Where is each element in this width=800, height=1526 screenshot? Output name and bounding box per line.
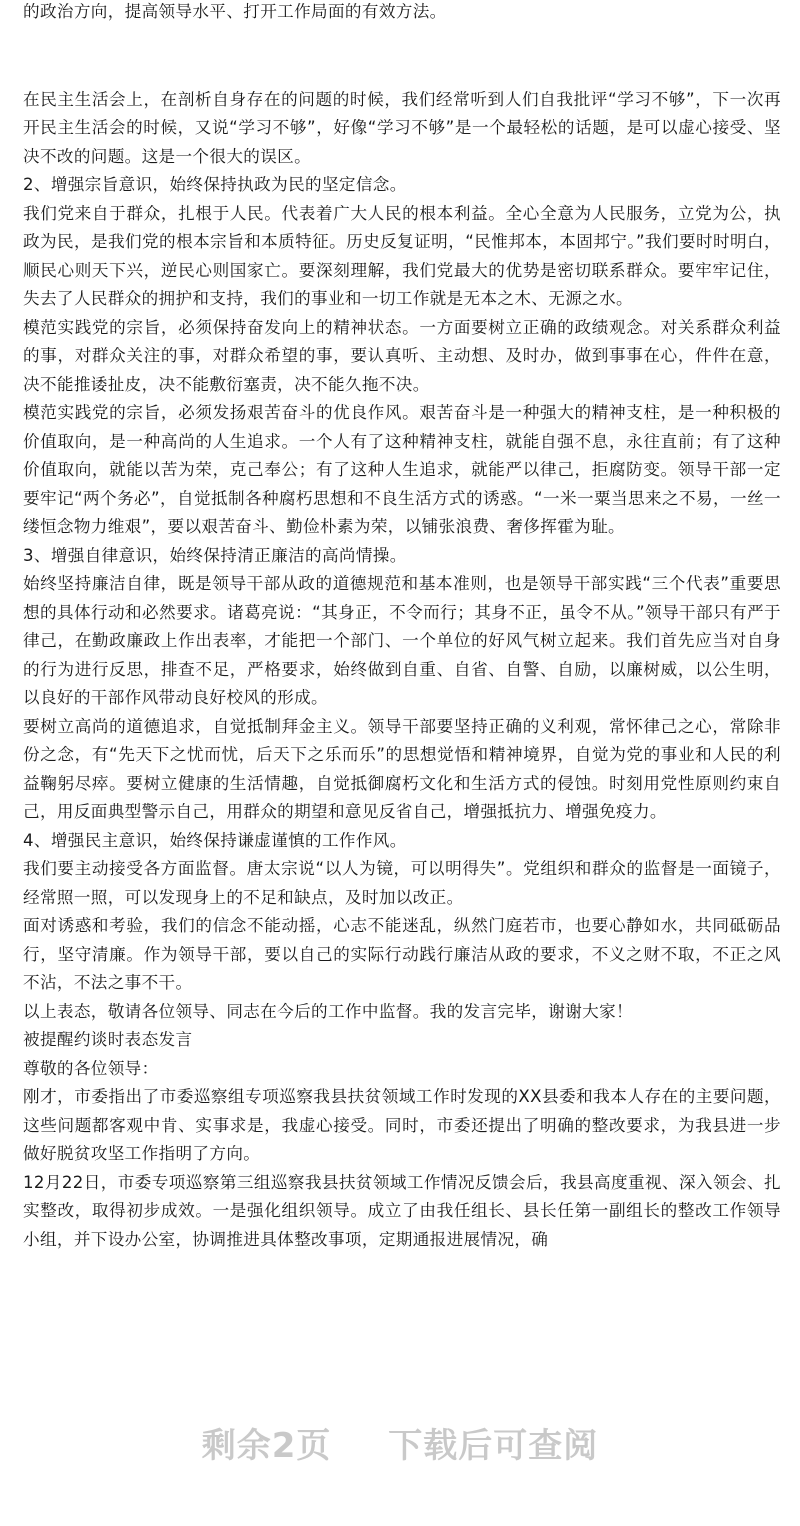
download-to-view-label[interactable]: 下载后可查阅 [388, 1426, 599, 1466]
section-heading-3: 3、增强自律意识，始终保持清正廉洁的高尚情操。 [23, 545, 407, 565]
paragraph-7: 我们要主动接受各方面监督。唐太宗说“以人为镜，可以明得失”。党组织和群众的监督是一面镜子，经常照一照，可以发现身上的不足和缺点，及时加以改正。 [23, 859, 781, 907]
document-subtitle: 被提醒约谈时表态发言 [23, 1030, 193, 1049]
paragraph-1: 在民主生活会上，在剖析自身存在的问题的时候，我们经常听到人们自我批评“学习不够”，下一次再开民主生活会的时候，又说“学习不够”，好像“学习不够”是一个最轻松的话题，是可以虚心接受、坚决不改的问题。这是一个很大的误区。 [23, 89, 781, 166]
paragraph-9: 以上表态，敬请各位领导、同志在今后的工作中监督。我的发言完毕，谢谢大家！ [23, 1001, 633, 1021]
download-prompt-banner[interactable] [0, 1418, 800, 1478]
paragraph-11: 12月22日，市委专项巡察第三组巡察我县扶贫领域工作情况反馈会后，我县高度重视、深入领会、扎实整改，取得初步成效。一是强化组织领导。成立了由我任组长、县长任第一副组长的整改工作领导小组，并下设办公室，协调推进具体整改事项，定期通报进展情况，确 [23, 1172, 781, 1249]
paragraph-10: 刚才，市委指出了市委巡察组专项巡察我县扶贫领域工作时发现的XX县委和我本人存在的主要问题，这些问题都客观中肯、实事求是，我虚心接受。同时，市委还提出了明确的整改要求，为我县进一步做好脱贫攻坚工作指明了方向。 [23, 1087, 781, 1163]
section-heading-4: 4、增强民主意识，始终保持谦虚谨慎的工作作风。 [23, 830, 407, 850]
paragraph-gap [23, 27, 781, 86]
paragraph-4: 模范实践党的宗旨，必须发扬艰苦奋斗的优良作风。艰苦奋斗是一种强大的精神支柱，是一种积极的价值取向，是一种高尚的人生追求。一个人有了这种精神支柱，就能自强不息，永往直前；有了这种价值取向，就能以苦为荣，克己奉公；有了这种人生追求，就能严以律己，拒腐防变。领导干部一定要牢记“两个务必”，自觉抵制各种腐朽思想和不良生活方式的诱惑。“一米一粟当思来之不易，一丝一缕恒念物力维艰”，要以艰苦奋斗、勤俭朴素为荣，以铺张浪费、奢侈挥霍为耻。 [23, 403, 781, 536]
paragraph-8: 面对诱惑和考验，我们的信念不能动摇，心志不能迷乱，纵然门庭若市，也要心静如水，共同砥砺品行，坚守清廉。作为领导干部，要以自己的实际行动践行廉洁从政的要求，不义之财不取，不正之风不沾，不法之事不干。 [23, 916, 781, 992]
paragraph-2: 我们党来自于群众，扎根于人民。代表着广大人民的根本利益。全心全意为人民服务，立党为公，执政为民，是我们党的根本宗旨和本质特征。历史反复证明，“民惟邦本，本固邦宁。”我们要时时明白，顺民心则天下兴，逆民心则国家亡。要深刻理解，我们党最大的优势是密切联系群众。要牢牢记住，失去了人民群众的拥护和支持，我们的事业和一切工作就是无本之木、无源之水。 [23, 203, 781, 308]
document-body [23, 0, 781, 1254]
paragraph-6: 要树立高尚的道德追求，自觉抵制拜金主义。领导干部要坚持正确的义利观，常怀律己之心，常除非份之念，有“先天下之忧而忧，后天下之乐而乐”的思想觉悟和精神境界，自觉为党的事业和人民的利益鞠躬尽瘁。要树立健康的生活情趣，自觉抵御腐朽文化和生活方式的侵蚀。时刻用党性原则约束自己，用反面典型警示自己，用群众的期望和意见反省自己，增强抵抗力、增强免疫力。 [23, 716, 781, 821]
salutation: 尊敬的各位领导： [23, 1058, 159, 1078]
paragraph-3: 模范实践党的宗旨，必须保持奋发向上的精神状态。一方面要树立正确的政绩观念。对关系群众利益的事，对群众关注的事，对群众希望的事，要认真听、主动想、及时办，做到事事在心，件件在意，决不能推诿扯皮，决不能敷衍塞责，决不能久拖不决。 [23, 317, 781, 394]
paragraph-0: 的政治方向，提高领导水平、打开工作局面的有效方法。 [23, 2, 447, 21]
section-heading-2: 2、增强宗旨意识，始终保持执政为民的坚定信念。 [23, 175, 407, 194]
remaining-pages-label: 剩余2页 [201, 1426, 332, 1466]
paragraph-5: 始终坚持廉洁自律，既是领导干部从政的道德规范和基本准则，也是领导干部实践“三个代表”重要思想的具体行动和必然要求。诸葛亮说：“其身正，不令而行；其身不正，虽令不从。”领导干部只有严于律己，在勤政廉政上作出表率，才能把一个部门、一个单位的好风气树立起来。我们首先应当对自身的行为进行反思，排查不足，严格要求，始终做到自重、自省、自警、自励，以廉树威，以公生明，以良好的干部作风带动良好校风的形成。 [23, 574, 781, 707]
